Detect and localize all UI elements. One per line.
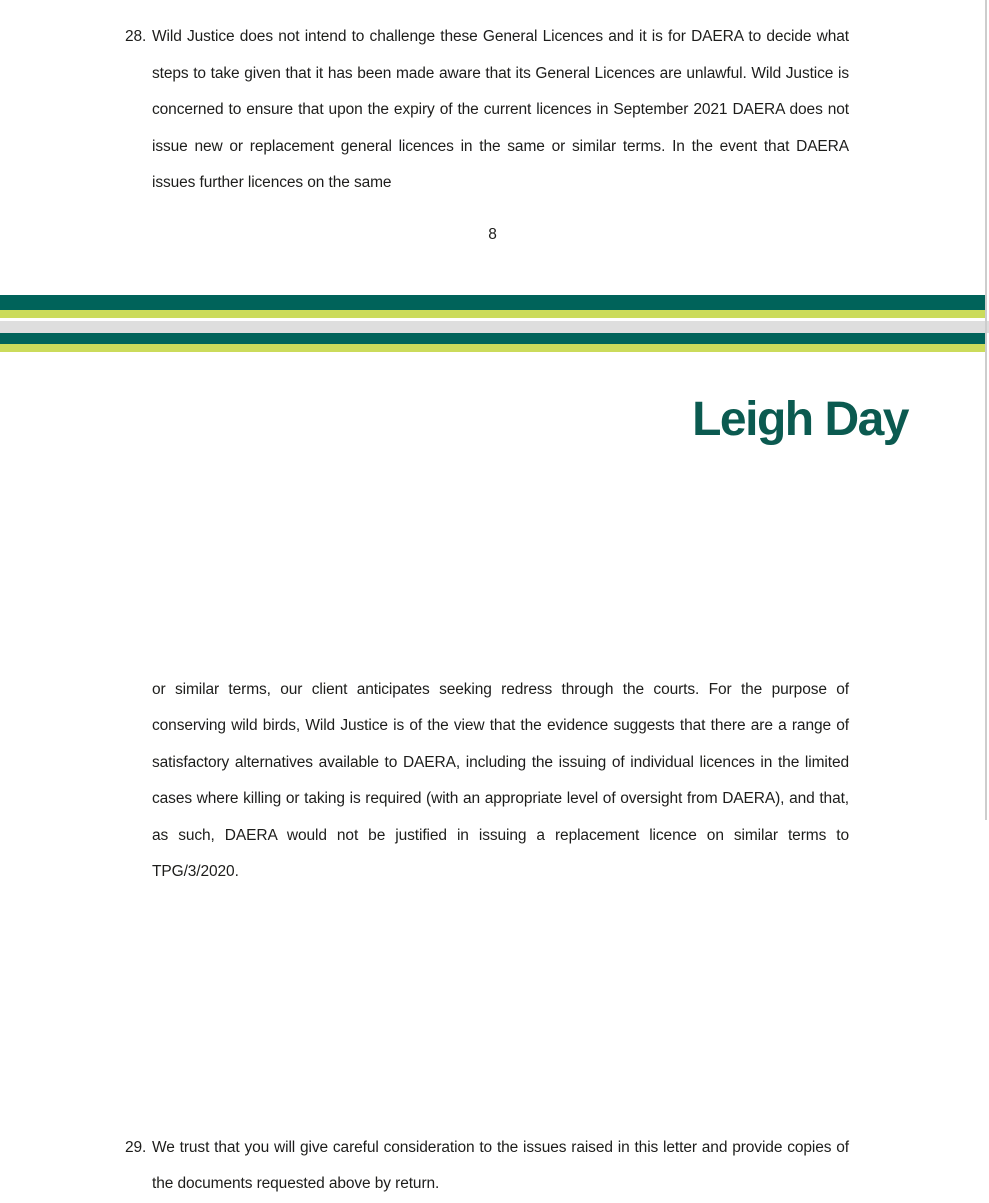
paragraph-29 (125, 1130, 849, 1203)
leigh-day-logo: Leigh Day (692, 393, 908, 446)
header-stripe-teal (0, 333, 985, 344)
paragraph-29-text: We trust that you will give careful consideration to the issues raised in this letter and provide copies of the documents requested above by return. (152, 1138, 849, 1192)
footer-stripe-lime (0, 310, 985, 318)
page-break-gap (0, 321, 989, 333)
paragraph-28 (125, 19, 849, 202)
paragraph-28-text: Wild Justice does not intend to challenge these General Licences and it is for DAERA to decide what steps to take given that it has been made aware that its General Licences are unlawful. Wild Justice is concerned to ensure that upon the expiry of the current licences in September 2021 DAERA does not issue new or replacement general licences in the same or similar terms. In the event that DAERA issues further licences on the same (152, 28, 849, 191)
paragraph-29-number: 29. (125, 1138, 147, 1156)
header-stripe-lime (0, 344, 985, 352)
paragraph-28-continuation (152, 672, 849, 891)
page-edge-line (985, 0, 987, 820)
footer-stripe-teal (0, 295, 985, 310)
paragraph-28-number: 28. (125, 28, 147, 45)
page-number: 8 (488, 226, 497, 243)
paragraph-28-continuation-text: or similar terms, our client anticipates seeking redress through the courts. For the purpose of conserving wild birds, Wild Justice is of the view that the evidence suggests that there are a range of satisfactory alternatives available to DAERA, including the issuing of individual licences in the limited cases where killing or taking is required (with an appropriate level of oversight from DAERA), and that, as such, DAERA would not be justified in issuing a replacement licence on similar terms to TPG/3/2020. (152, 680, 849, 880)
